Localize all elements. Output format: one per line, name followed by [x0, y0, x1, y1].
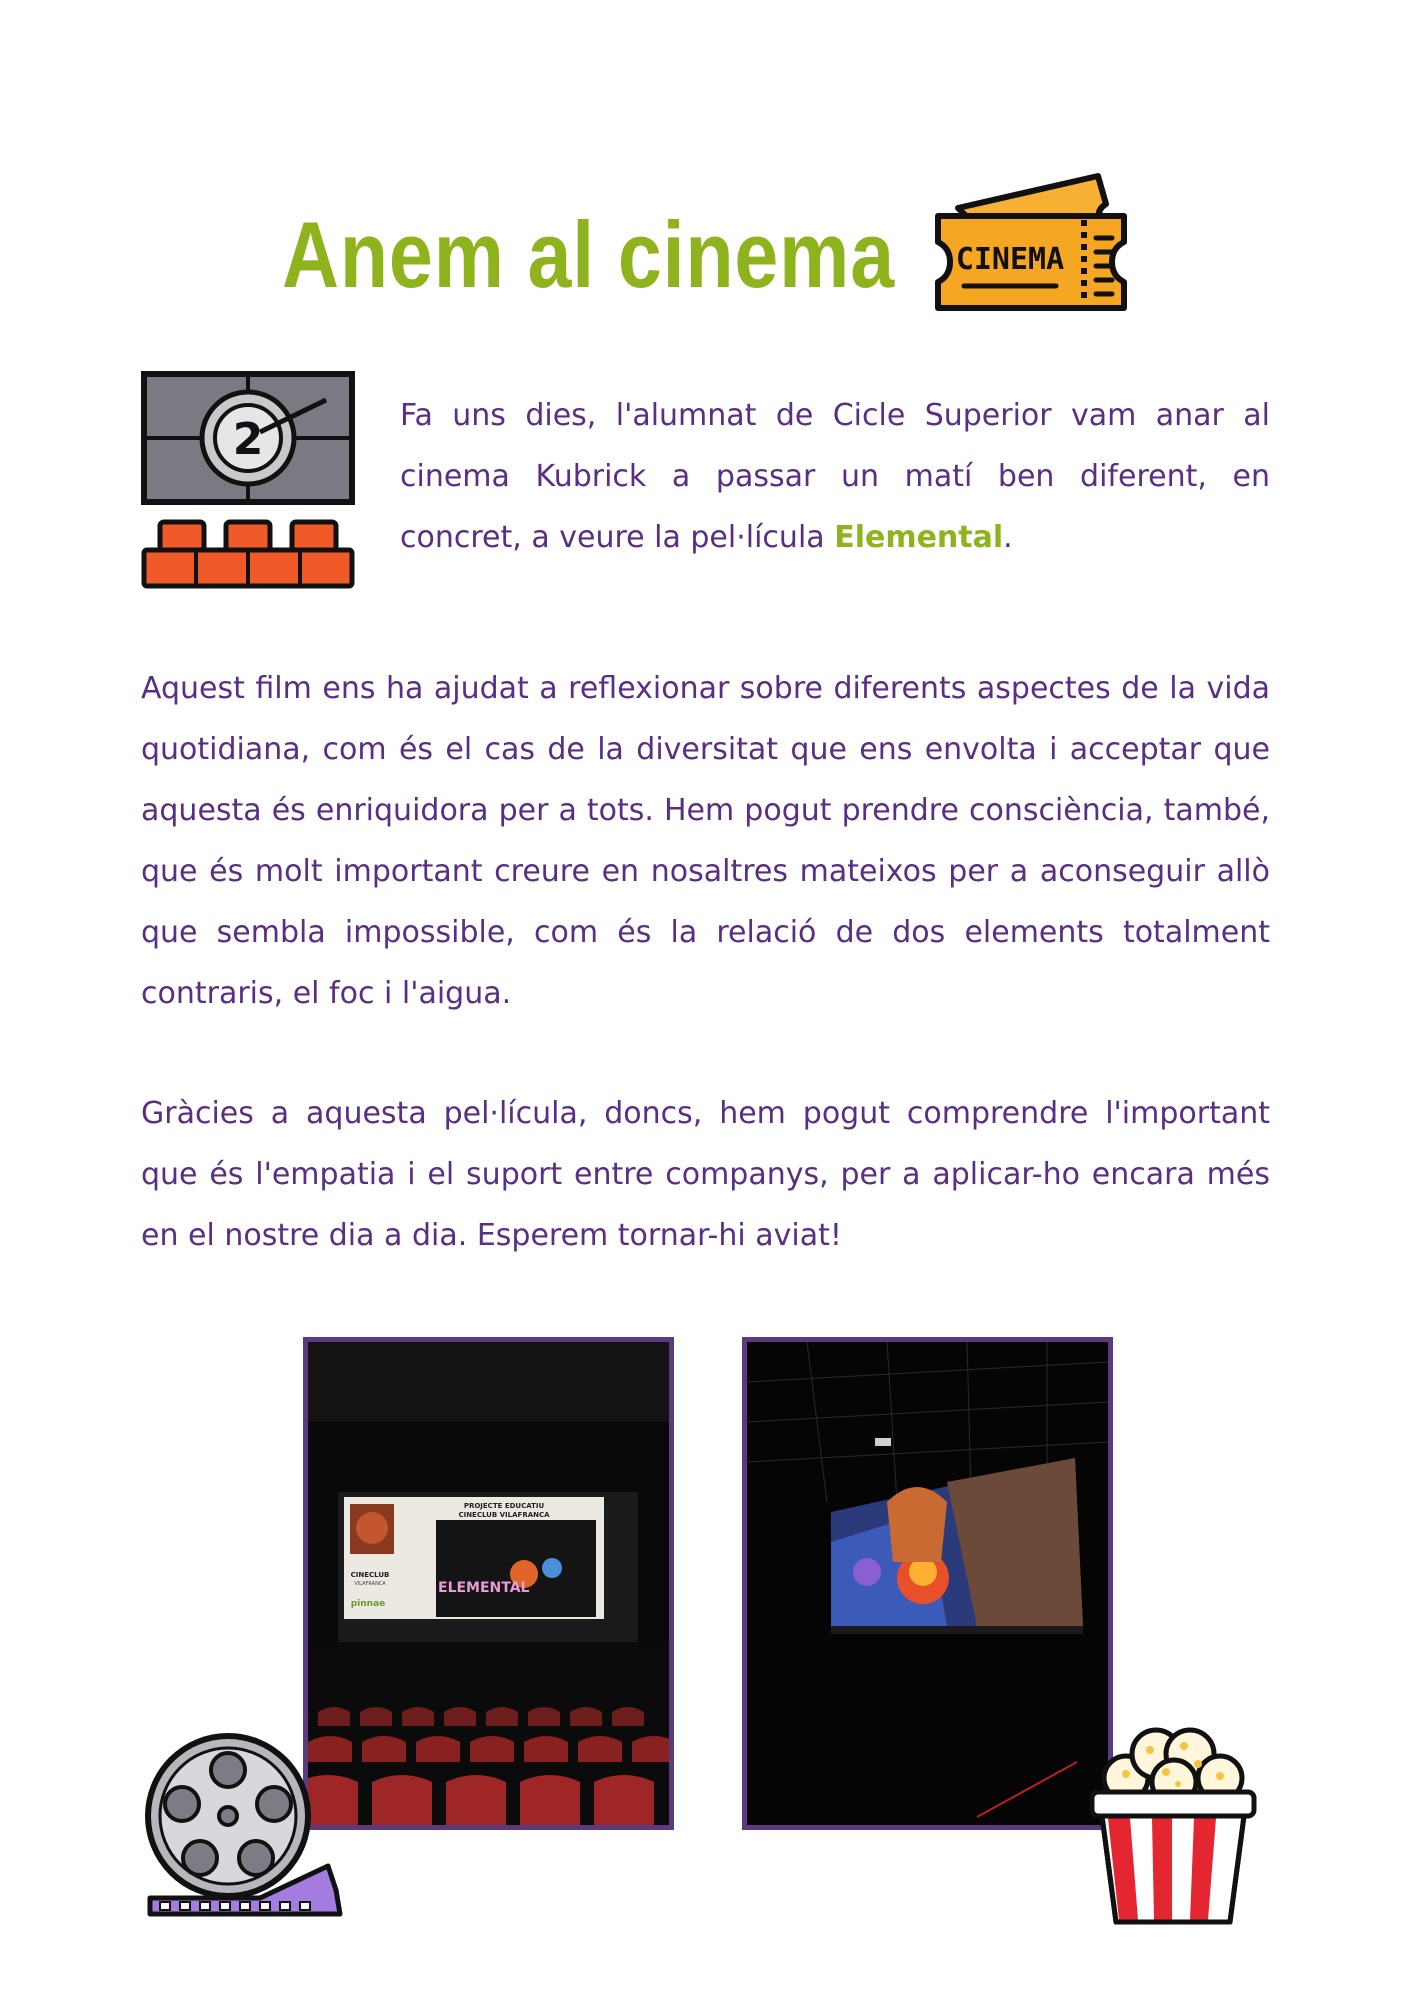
film-reel-icon: [140, 1728, 346, 1928]
intro-paragraph: [400, 385, 1270, 568]
cinema-photo-2: [742, 1337, 1113, 1830]
screen-logo-sub: VILAFRANCA: [354, 1581, 386, 1587]
movie-title-highlight: Elemental: [834, 520, 1004, 555]
popcorn-icon: [1086, 1720, 1260, 1928]
screen-text-line-1: PROJECTE EDUCATIU: [463, 1502, 545, 1510]
svg-text:2: 2: [232, 414, 264, 465]
screen-text-line-2: CINECLUB VILAFRANCA: [458, 1511, 550, 1519]
intro-text: Fa uns dies, l'alumnat de Cicle Superior vam anar al cinema Kubrick a passar un matí ben diferent, en concret, a veure la pel·lícula: [400, 398, 1270, 555]
page-title: Anem al cinema: [282, 202, 895, 307]
intro-text-end: .: [1003, 520, 1013, 555]
screen-logo: CINECLUB: [350, 1571, 390, 1579]
ticket-label: CINEMA: [955, 242, 1065, 277]
cinema-photo-1: [303, 1337, 674, 1830]
body-paragraph-3: Gràcies a aquesta pel·lícula, doncs, hem pogut comprendre l'important que és l'empatia i el suport entre companys, per a aplicar-ho encara més en el nostre dia a dia. Esperem tornar-hi aviat!: [141, 1096, 1270, 1253]
screen-movie-title: ELEMENTAL: [438, 1580, 530, 1596]
countdown-screen-seats-icon: [140, 370, 356, 592]
body-paragraph-2: Aquest film ens ha ajudat a reflexionar sobre diferents aspectes de la vida quotidiana, com és el cas de la diversitat que ens envolta i acceptar que aquesta és enriquidora per a tots. Hem pogut prendre consciència, també, que és molt important creure en nosaltres mateixos per a aconseguir allò que sembla impossible, com és la relació de dos elements totalment contraris, el foc i l'aigua.: [141, 671, 1270, 1011]
screen-brand: pinnae: [350, 1599, 386, 1609]
cinema-ticket-icon: [928, 168, 1134, 318]
